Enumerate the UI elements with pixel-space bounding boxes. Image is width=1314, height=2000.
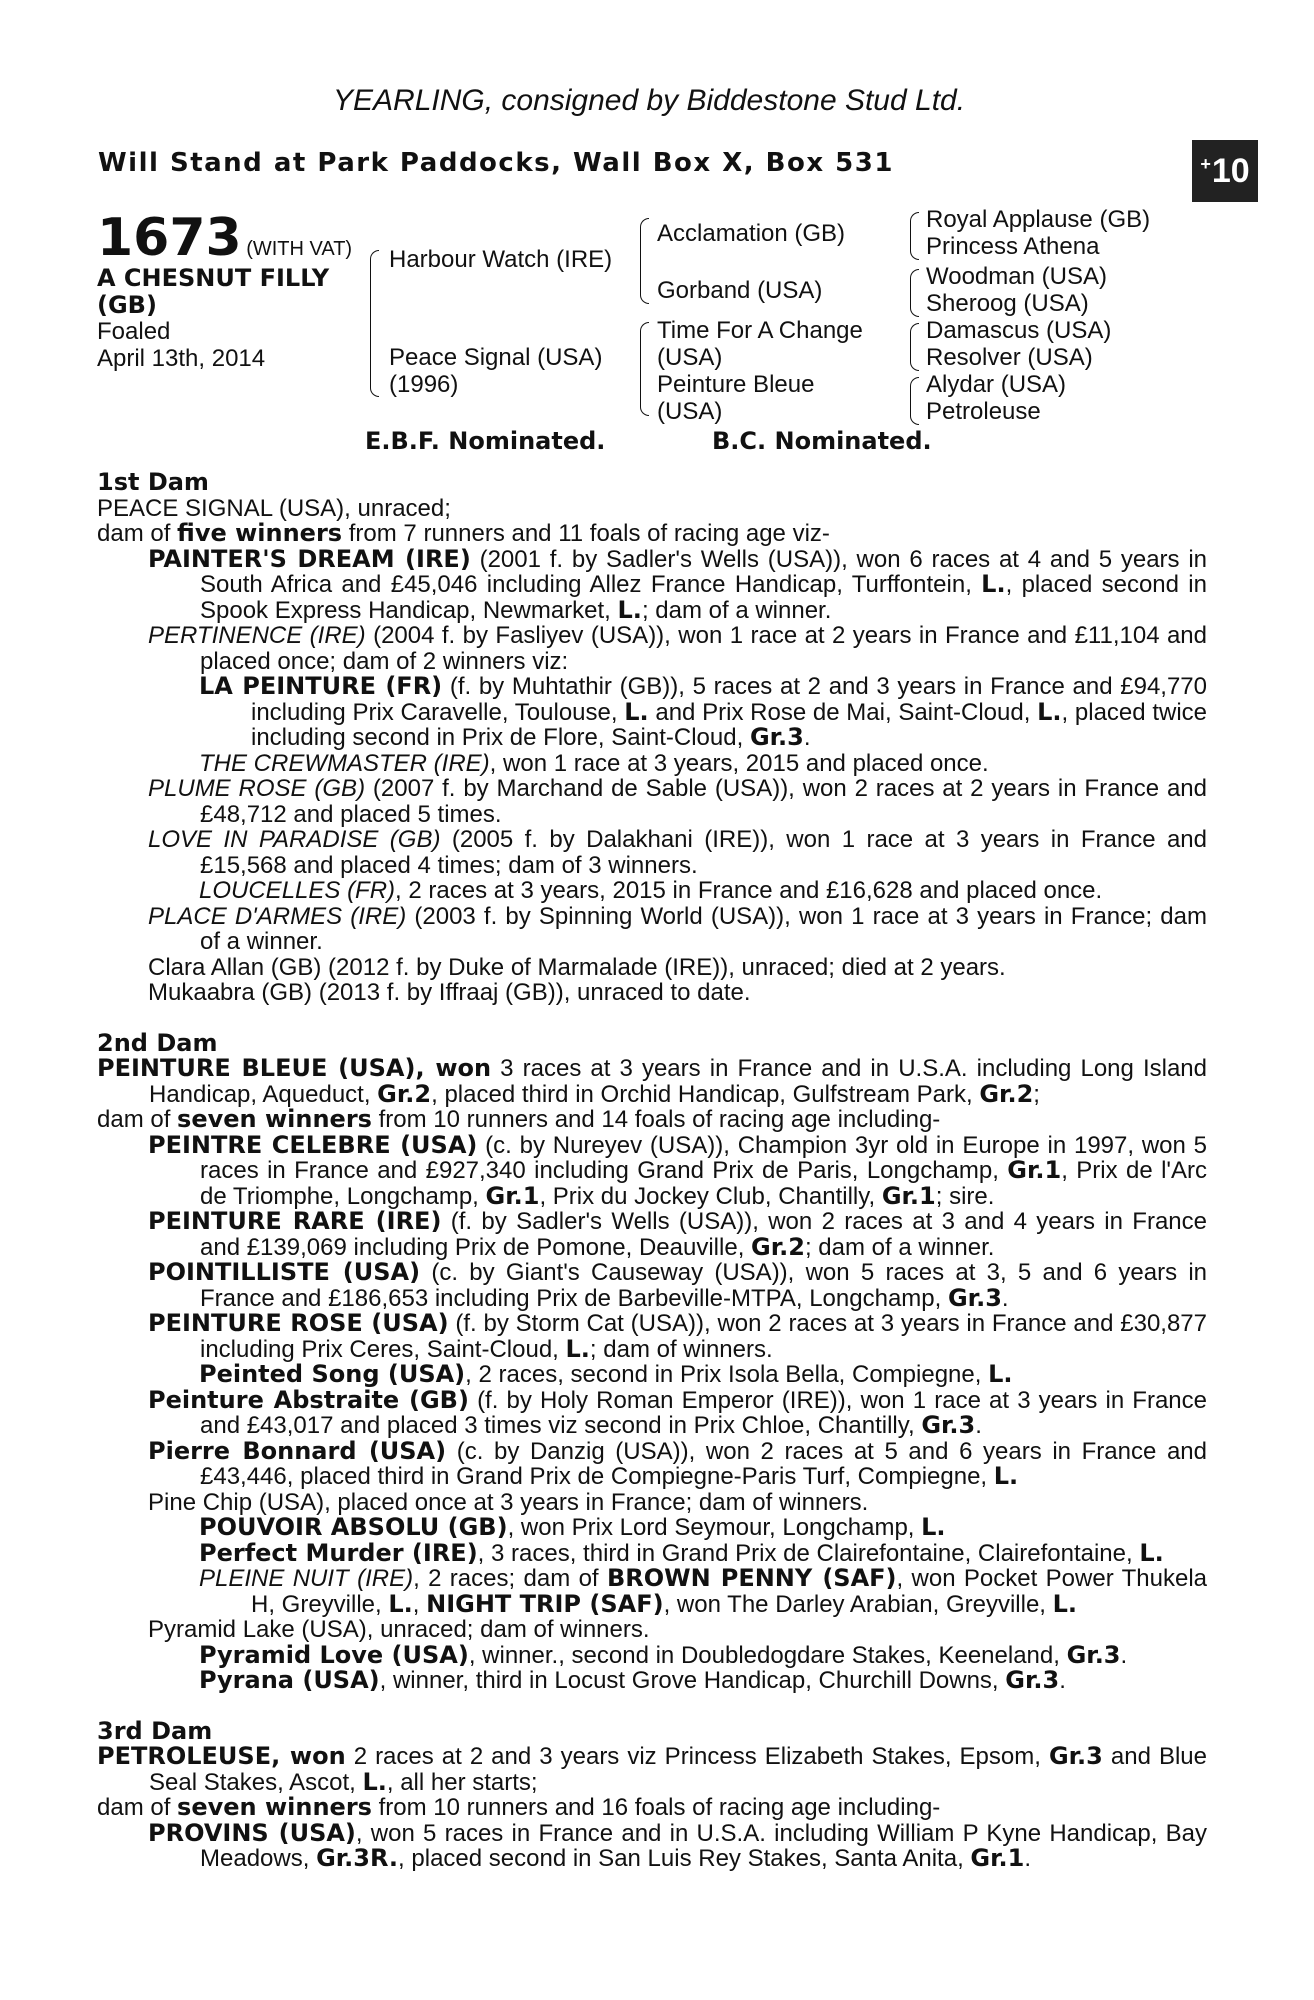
pedigree-brace-3b xyxy=(910,269,919,317)
pedigree-ddd: Petroleuse xyxy=(926,398,1041,425)
progeny-entry: Pyramid Love (USA), winner., second in Doubledogdare Stakes, Keeneland, Gr.3. xyxy=(199,1640,1128,1669)
second-dam-heading: 2nd Dam xyxy=(97,1028,218,1057)
horse-title-line2: (GB) xyxy=(97,291,157,319)
progeny-entry: Pierre Bonnard (USA) (c. by Danzig (USA)), won 2 races at 5 and 6 years in France and £43,446, placed third in Grand Prix de Compiegne-Paris Turf, Compiegne, L. xyxy=(148,1436,1207,1490)
pedigree-dam-sire-line1: Time For A Change xyxy=(657,317,863,344)
progeny-entry: LA PEINTURE (FR) (f. by Muhtathir (GB)), 5 races at 2 and 3 years in France and £94,770 including Prix Caravelle, Toulouse, L. and Prix Rose de Mai, Saint-Cloud, L., placed twice including second in Prix de Flore, Saint-Cloud, Gr.3. xyxy=(199,672,1208,751)
first-dam-summary: dam of five winners from 7 runners and 11 foals of racing age viz- xyxy=(97,519,830,547)
pedigree-brace-sire xyxy=(640,218,649,304)
second-dam-summary: dam of seven winners from 10 runners and 14 foals of racing age including- xyxy=(97,1105,941,1133)
pedigree-sire-sire: Acclamation (GB) xyxy=(657,220,846,247)
first-dam-heading: 1st Dam xyxy=(97,468,209,496)
pedigree-sss: Royal Applause (GB) xyxy=(926,206,1151,233)
third-dam-summary: dam of seven winners from 10 runners and 16 foals of racing age including- xyxy=(97,1793,941,1821)
progeny-entry: PERTINENCE (IRE) (2004 f. by Fasliyev (USA)), won 1 race at 2 years in France and £11,104 and placed once; dam of 2 winners viz: xyxy=(148,622,1207,675)
progeny-entry: LOVE IN PARADISE (GB) (2005 f. by Dalakhani (IRE)), won 1 race at 3 years in France and £15,568 and placed 4 times; dam of 3 winners. xyxy=(148,826,1207,879)
progeny-entry: Peinted Song (USA), 2 races, second in Prix Isola Bella, Compiegne, L. xyxy=(199,1360,1013,1388)
progeny-entry: PROVINS (USA), won 5 races in France and in U.S.A. including William P Kyne Handicap, Bay Meadows, Gr.3R., placed second in San Luis Rey Stakes, Santa Anita, Gr.1. xyxy=(148,1818,1207,1872)
progeny-entry: Clara Allan (GB) (2012 f. by Duke of Marmalade (IRE)), unraced; died at 2 years. xyxy=(148,953,1006,981)
first-dam-intro: PEACE SIGNAL (USA), unraced; xyxy=(97,494,451,522)
progeny-entry: PEINTURE ROSE (USA) (f. by Storm Cat (USA)), won 2 races at 3 years in France and £30,877 including Prix Ceres, Saint-Cloud, L.; dam of winners. xyxy=(148,1309,1208,1363)
ebf-nomination: E.B.F. Nominated. xyxy=(365,427,606,455)
horse-title xyxy=(97,265,329,319)
third-dam-heading: 3rd Dam xyxy=(97,1716,213,1745)
pedigree-brace-main xyxy=(370,250,379,397)
stand-location: Will Stand at Park Paddocks, Wall Box X, Box 531 xyxy=(98,148,894,178)
foaled-label: Foaled xyxy=(97,318,171,345)
badge-plus: + xyxy=(1200,153,1211,174)
pedigree-sd-group xyxy=(926,263,1107,317)
progeny-entry: Mukaabra (GB) (2013 f. by Iffraaj (GB)), unraced to date. xyxy=(148,979,751,1006)
pedigree-dam-line1: Peace Signal (USA) xyxy=(389,344,603,371)
pedigree-ssd: Princess Athena xyxy=(926,233,1100,260)
pedigree-brace-3d xyxy=(910,377,919,425)
pedigree-dam-dam-line1: Peinture Bleue xyxy=(657,371,815,398)
pedigree-ds-group xyxy=(926,317,1111,371)
progeny-entry: POUVOIR ABSOLU (GB), won Prix Lord Seymour, Longchamp, L. xyxy=(199,1513,946,1541)
pedigree-brace-dam xyxy=(640,322,649,416)
second-dam-intro: PEINTURE BLEUE (USA), won 3 races at 3 years in France and in U.S.A. including Long Island Handicap, Aqueduct, Gr.2, placed third in Orchid Handicap, Gulfstream Park, Gr.2; xyxy=(97,1054,1208,1108)
pedigree-ss-group xyxy=(926,206,1150,260)
progeny-entry: Pyramid Lake (USA), unraced; dam of winners. xyxy=(148,1616,650,1643)
consignor-line: YEARLING, consigned by Biddestone Stud Ltd. xyxy=(333,84,966,117)
bc-nomination: B.C. Nominated. xyxy=(712,427,932,455)
progeny-entry: THE CREWMASTER (IRE), won 1 race at 3 years, 2015 and placed once. xyxy=(199,749,989,777)
pedigree-sire: Harbour Watch (IRE) xyxy=(389,246,613,273)
pedigree-dam-sire-line2: (USA) xyxy=(657,344,723,371)
progeny-entry: PLEINE NUIT (IRE), 2 races; dam of BROWN PENNY (SAF), won Pocket Power Thukela H, Greyville, L., NIGHT TRIP (SAF), won The Darley Arabian, Greyville, L. xyxy=(199,1564,1207,1618)
lot-badge xyxy=(1192,140,1258,202)
progeny-entry: POINTILLISTE (USA) (c. by Giant's Causeway (USA)), won 5 races at 3, 5 and 6 years in France and £186,653 including Prix de Barbeville-MTPA, Longchamp, Gr.3. xyxy=(148,1258,1208,1312)
progeny-entry: Perfect Murder (IRE), 3 races, third in Grand Prix de Clairefontaine, Clairefontaine, L. xyxy=(199,1538,1164,1567)
pedigree-dam-line2: (1996) xyxy=(389,371,459,398)
third-dam-intro: PETROLEUSE, won 2 races at 2 and 3 years viz Princess Elizabeth Stakes, Epsom, Gr.3 and Blue Seal Stakes, Ascot, L., all her starts; xyxy=(97,1742,1207,1796)
progeny-entry: Peinture Abstraite (GB) (f. by Holy Roman Emperor (IRE)), won 1 race at 3 years in France and £43,017 and placed 3 times viz second in Prix Chloe, Chantilly, Gr.3. xyxy=(148,1385,1207,1439)
pedigree-sds: Woodman (USA) xyxy=(926,263,1107,290)
pedigree-dam-dam xyxy=(657,371,814,425)
progeny-entry: LOUCELLES (FR), 2 races at 3 years, 2015 in France and £16,628 and placed once. xyxy=(199,877,1103,904)
progeny-entry: PEINTURE RARE (IRE) (f. by Sadler's Wells (USA)), won 2 races at 3 and 4 years in France and £139,069 including Prix de Pomone, Deauville, Gr.2; dam of a winner. xyxy=(148,1207,1207,1261)
pedigree-sdd: Sheroog (USA) xyxy=(926,290,1089,317)
vat-label: (WITH VAT) xyxy=(246,238,353,260)
progeny-entry: Pyrana (USA), winner, third in Locust Grove Handicap, Churchill Downs, Gr.3. xyxy=(199,1666,1066,1694)
progeny-entry: PLACE D'ARMES (IRE) (2003 f. by Spinning World (USA)), won 1 race at 3 years in France; dam of a winner. xyxy=(148,902,1207,955)
pedigree-dam xyxy=(389,344,602,398)
pedigree-dam-dam-line2: (USA) xyxy=(657,398,723,425)
badge-number: 10 xyxy=(1211,151,1250,190)
horse-title-line1: A CHESNUT FILLY xyxy=(97,264,330,292)
foaled-info xyxy=(97,318,265,372)
pedigree-dds: Alydar (USA) xyxy=(926,371,1067,398)
pedigree-sire-dam: Gorband (USA) xyxy=(657,277,823,304)
pedigree-brace-3a xyxy=(910,212,919,260)
lot-number: 1673 xyxy=(97,208,242,268)
catalogue-body xyxy=(97,470,1207,1872)
lot-title xyxy=(97,208,352,268)
progeny-entry: Pine Chip (USA), placed once at 3 years in France; dam of winners. xyxy=(148,1488,869,1516)
pedigree-dss: Damascus (USA) xyxy=(926,317,1112,344)
pedigree-dam-sire xyxy=(657,317,863,371)
pedigree-brace-3c xyxy=(910,323,919,371)
progeny-entry: PAINTER'S DREAM (IRE) (2001 f. by Sadler's Wells (USA)), won 6 races at 4 and 5 years in South Africa and £45,046 including Allez France Handicap, Turffontein, L., placed second in Spook Express Handicap, Newmarket, L.; dam of a winner. xyxy=(148,544,1207,624)
pedigree-dsd: Resolver (USA) xyxy=(926,344,1093,371)
progeny-entry: PLUME ROSE (GB) (2007 f. by Marchand de Sable (USA)), won 2 races at 2 years in France and £48,712 and placed 5 times. xyxy=(148,775,1208,828)
progeny-entry: PEINTRE CELEBRE (USA) (c. by Nureyev (USA)), Champion 3yr old in Europe in 1997, won 5 races in France and £927,340 including Grand Prix de Paris, Longchamp, Gr.1, Prix de l'Arc de Triomphe, Longchamp, Gr.1, Prix du Jockey Club, Chantilly, Gr.1; sire. xyxy=(148,1130,1207,1210)
foaled-date: April 13th, 2014 xyxy=(97,345,266,372)
pedigree-dd-group xyxy=(926,371,1066,425)
